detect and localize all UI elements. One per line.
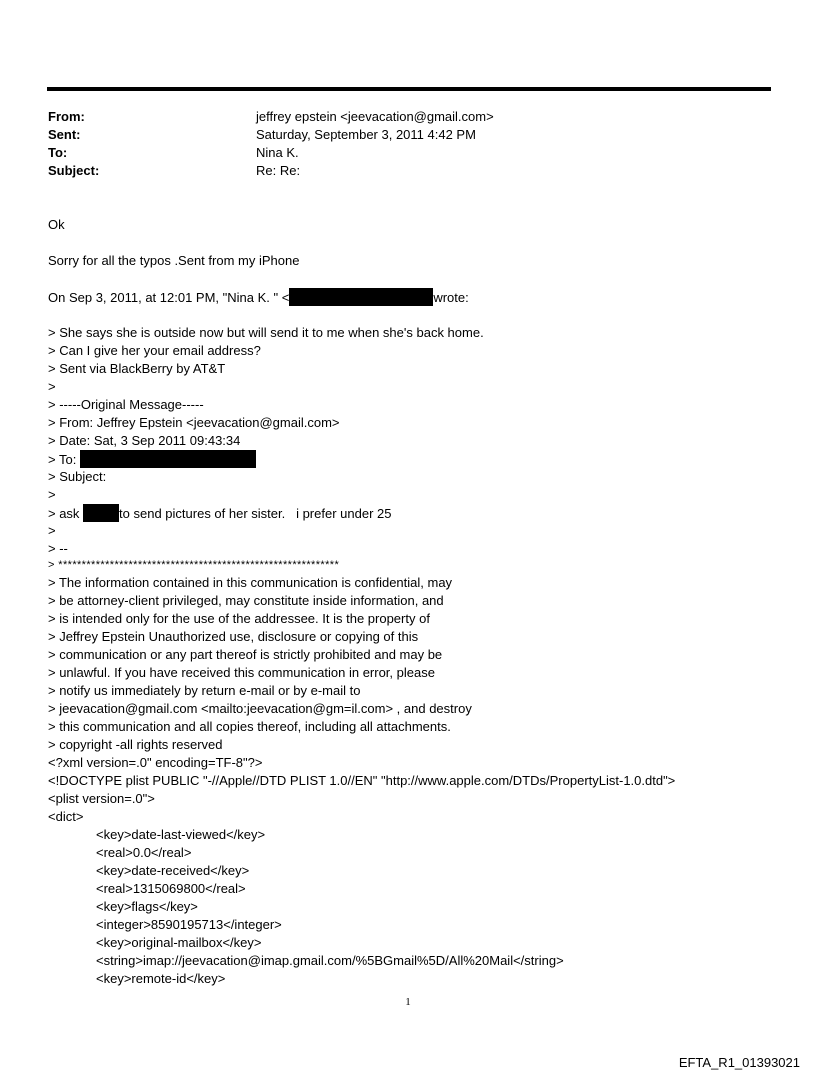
xml-line: <dict> [48,809,84,824]
quote-line: > -- [48,541,68,556]
disclaimer-line: > communication or any part thereof is strictly prohibited and may be [48,647,443,662]
disclaimer-line: > The information contained in this communication is confidential, may [48,575,453,590]
from-value: jeffrey epstein <jeevacation@gmail.com> [256,109,494,124]
body-sorry: Sorry for all the typos .Sent from my iPhone [48,253,300,268]
bates-number: EFTA_R1_01393021 [678,1055,800,1070]
redaction-box [80,450,256,468]
disclaimer-line: > is intended only for the use of the addressee. It is the property of [48,611,430,626]
xml-line: <key>flags</key> [96,899,198,914]
page-number: 1 [405,996,411,1008]
wrote-suffix: wrote: [433,290,469,305]
to-value: Nina K. [256,145,299,160]
to-label: To: [48,145,68,160]
subject-value: Re: Re: [256,163,301,178]
quote-line: > Date: Sat, 3 Sep 2011 09:43:34 [48,433,241,448]
sent-value: Saturday, September 3, 2011 4:42 PM [256,127,476,142]
header-rule [47,87,771,91]
ask-suffix: to send pictures of her sister. i prefer under 25 [119,506,392,521]
xml-line: <real>0.0</real> [96,845,192,860]
quote-to-line [48,450,256,469]
xml-line: <real>1315069800</real> [96,881,246,896]
xml-line: <plist version=.0"> [48,791,155,806]
xml-line: <key>date-last-viewed</key> [96,827,266,842]
quote-line: > Sent via BlackBerry by AT&T [48,361,226,376]
quote-line: > [48,523,56,538]
xml-line: <key>remote-id</key> [96,971,226,986]
quote-line: > She says she is outside now but will send it to me when she's back home. [48,325,484,340]
disclaimer-line: > this communication and all copies thereof, including all attachments. [48,719,451,734]
quote-line: > Subject: [48,469,107,484]
xml-line: <?xml version=.0" encoding=TF-8"?> [48,755,263,770]
disclaimer-line: > Jeffrey Epstein Unauthorized use, disclosure or copying of this [48,629,419,644]
disclaimer-line: > unlawful. If you have received this communication in error, please [48,665,435,680]
disclaimer-line: > copyright -all rights reserved [48,737,223,752]
quote-ask-line [48,504,391,523]
quote-line: > [48,379,56,394]
xml-line: <!DOCTYPE plist PUBLIC "-//Apple//DTD PLIST 1.0//EN" "http://www.apple.com/DTDs/PropertyList-1.0.dtd"> [48,773,676,788]
xml-line: <string>imap://jeevacation@imap.gmail.com/%5BGmail%5D/All%20Mail</string> [96,953,564,968]
quote-line: > Can I give her your email address? [48,343,261,358]
xml-line: <key>date-received</key> [96,863,250,878]
xml-line: <key>original-mailbox</key> [96,935,262,950]
from-label: From: [48,109,85,124]
redaction-box [83,504,119,522]
quote-line: > [48,487,56,502]
redaction-box [289,288,433,306]
disclaimer-line: > jeevacation@gmail.com <mailto:jeevacation@gm=il.com> , and destroy [48,701,472,716]
subject-label: Subject: [48,163,100,178]
xml-line: <integer>8590195713</integer> [96,917,282,932]
wrote-prefix: On Sep 3, 2011, at 12:01 PM, "Nina K. " < [48,290,290,305]
quote-line: > From: Jeffrey Epstein <jeevacation@gmail.com> [48,415,340,430]
ask-prefix: > ask [48,506,84,521]
body-wrote-line [48,288,469,307]
sent-label: Sent: [48,127,81,142]
quote-to-label: > To: [48,452,80,467]
disclaimer-line: > notify us immediately by return e-mail or by e-mail to [48,683,361,698]
quote-asterisks: > ************************************************************ [48,559,340,571]
quote-line: > -----Original Message----- [48,397,204,412]
body-ok: Ok [48,217,65,232]
disclaimer-line: > be attorney-client privileged, may constitute inside information, and [48,593,444,608]
